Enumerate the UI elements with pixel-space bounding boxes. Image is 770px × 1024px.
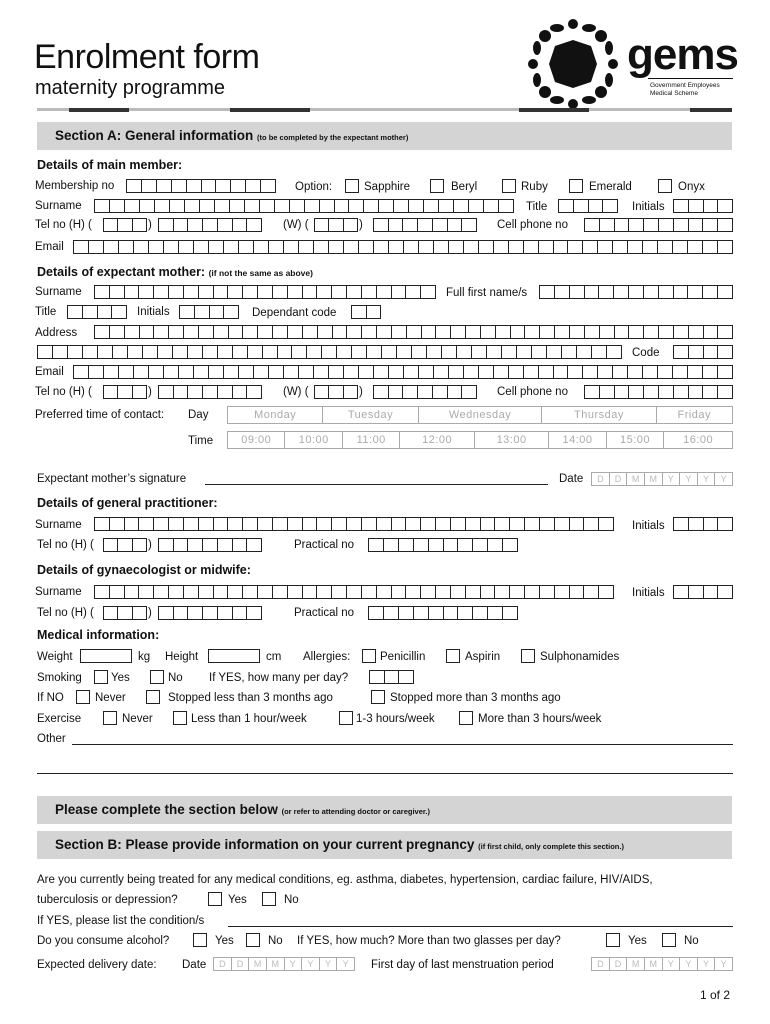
gp-practical-field[interactable]: [368, 538, 518, 552]
exercise-more-3-label: More than 3 hours/week: [478, 713, 602, 725]
membership-number-field[interactable]: [126, 179, 276, 193]
day-wednesday[interactable]: Wednesday: [419, 407, 543, 423]
stopped-more-checkbox[interactable]: [371, 690, 385, 704]
tel-h-label: Tel no (H) (: [37, 607, 94, 619]
exercise-1-3-checkbox[interactable]: [339, 711, 353, 725]
paren: ): [148, 607, 152, 619]
gems-logo-icon: [527, 18, 619, 110]
alcohol-yes-checkbox[interactable]: [193, 933, 207, 947]
exercise-never-checkbox[interactable]: [103, 711, 117, 725]
cell-label: Cell phone no: [497, 219, 568, 231]
mother-cell-field[interactable]: [584, 385, 733, 399]
section-a-header: Section A: General information (to be completed by the expectant mother): [37, 122, 732, 150]
sapphire-label: Sapphire: [364, 181, 411, 193]
exercise-less-1-checkbox[interactable]: [173, 711, 187, 725]
day-monday[interactable]: Monday: [228, 407, 323, 423]
membership-label: Membership no: [35, 180, 115, 192]
gp-initials-field[interactable]: [673, 517, 733, 531]
gyn-practical-field[interactable]: [368, 606, 518, 620]
main-cell-field[interactable]: [584, 218, 733, 232]
alcohol-question: Do you consume alcohol?: [37, 935, 170, 947]
time-grid: [227, 431, 733, 449]
smoking-yes-checkbox[interactable]: [94, 670, 108, 684]
gyn-tel-number[interactable]: [158, 606, 262, 620]
sulphonamides-label: Sulphonamides: [540, 651, 620, 663]
main-tel-w-code[interactable]: [314, 218, 358, 232]
paren: ): [148, 539, 152, 551]
title-label: Title: [526, 201, 548, 213]
never-smoked-checkbox[interactable]: [76, 690, 90, 704]
address-line-2[interactable]: [37, 345, 622, 359]
surname-label: Surname: [35, 200, 82, 212]
paren: ): [148, 386, 152, 398]
yes-label: Yes: [111, 672, 130, 684]
stopped-more-label: Stopped more than 3 months ago: [390, 692, 561, 704]
list-conditions-label: If YES, please list the condition/s: [37, 915, 205, 927]
day-friday[interactable]: Friday: [677, 409, 712, 421]
complete-below-banner: Please complete the section below (or refer to attending doctor or caregiver.): [37, 796, 732, 824]
mother-surname-field[interactable]: [94, 285, 436, 299]
tel-h-label: Tel no (H) (: [37, 539, 94, 551]
penicillin-label: Penicillin: [380, 651, 426, 663]
gp-heading: Details of general practitioner:: [37, 496, 218, 510]
address-line-1[interactable]: [94, 325, 733, 339]
alcohol-no-checkbox[interactable]: [246, 933, 260, 947]
paren: ): [359, 386, 363, 398]
allergies-label: Allergies:: [303, 651, 351, 663]
yes-label: Yes: [228, 894, 247, 906]
form-subtitle: maternity programme: [35, 77, 226, 99]
practical-label: Practical no: [294, 539, 355, 551]
cigarettes-per-day-field[interactable]: [369, 670, 414, 684]
initials-label: Initials: [632, 520, 665, 532]
ruby-label: Ruby: [521, 181, 548, 193]
yes-label: Yes: [215, 935, 234, 947]
date-label: Date: [559, 473, 584, 485]
form-title: Enrolment form: [34, 38, 260, 76]
mother-fullname-field[interactable]: [539, 285, 733, 299]
time-1500[interactable]: 15:00: [607, 432, 664, 448]
main-surname-field[interactable]: [94, 199, 514, 213]
main-tel-h-number[interactable]: [158, 218, 262, 232]
mother-initials-field[interactable]: [179, 305, 239, 319]
conditions-question: Are you currently being treated for any medical conditions, eg. asthma, diabetes, hypertension, cardiac failure, HIV/AIDS,: [37, 874, 653, 886]
initials-label: Initials: [632, 587, 665, 599]
fullname-label: Full first name/s: [446, 287, 528, 299]
exercise-less-1-label: Less than 1 hour/week: [191, 713, 307, 725]
cm-label: cm: [266, 651, 282, 663]
signature-line[interactable]: [205, 484, 548, 485]
smoking-label: Smoking: [37, 672, 82, 684]
no-label: No: [684, 935, 699, 947]
beryl-checkbox[interactable]: [430, 179, 444, 193]
mother-tel-w-code[interactable]: [314, 385, 358, 399]
tel-w-label: (W) (: [283, 386, 309, 398]
time-label: Time: [188, 435, 214, 447]
day-tuesday[interactable]: Tuesday: [323, 407, 418, 423]
smoking-no-checkbox[interactable]: [150, 670, 164, 684]
gems-logo-text: gems: [627, 30, 738, 79]
time-1300[interactable]: 13:00: [475, 432, 549, 448]
main-email-field[interactable]: [73, 240, 733, 254]
gp-tel-number[interactable]: [158, 538, 262, 552]
gyn-initials-field[interactable]: [673, 585, 733, 599]
no-label: No: [268, 935, 283, 947]
mother-email-field[interactable]: [73, 365, 733, 379]
no-label: No: [284, 894, 299, 906]
stopped-less-label: Stopped less than 3 months ago: [168, 692, 333, 704]
header-rule: [37, 108, 732, 111]
delivery-label: Expected delivery date:: [37, 959, 157, 971]
day-label: Day: [188, 409, 209, 421]
tel-h-label: Tel no (H) (: [35, 386, 92, 398]
two-glasses-yes-checkbox[interactable]: [606, 933, 620, 947]
other-line-2[interactable]: [37, 773, 733, 774]
option-label: Option:: [295, 181, 333, 193]
mother-tel-h-code[interactable]: [103, 385, 147, 399]
emerald-label: Emerald: [589, 181, 632, 193]
sapphire-checkbox[interactable]: [345, 179, 359, 193]
mother-tel-w-number[interactable]: [373, 385, 477, 399]
dependant-label: Dependant code: [252, 307, 337, 319]
initials-label: Initials: [632, 201, 665, 213]
main-initials-field[interactable]: [673, 199, 733, 213]
time-0900[interactable]: 09:00: [228, 432, 285, 448]
mother-heading: Details of expectant mother: (if not the same as above): [37, 265, 313, 279]
weight-label: Weight: [37, 651, 73, 663]
gyn-tel-code[interactable]: [103, 606, 147, 620]
surname-label: Surname: [35, 586, 82, 598]
menstruation-label: First day of last menstruation period: [371, 959, 554, 971]
tel-h-label: Tel no (H) (: [35, 219, 92, 231]
beryl-label: Beryl: [451, 181, 478, 193]
email-label: Email: [35, 366, 64, 378]
exercise-never-label: Never: [122, 713, 153, 725]
main-member-heading: Details of main member:: [37, 158, 183, 172]
gp-surname-field[interactable]: [94, 517, 614, 531]
day-thursday[interactable]: Thursday: [542, 407, 656, 423]
aspirin-label: Aspirin: [465, 651, 501, 663]
section-b-header: Section B: Please provide information on your current pregnancy (if first child, only complete this section.): [37, 831, 732, 859]
main-tel-h-code[interactable]: [103, 218, 147, 232]
exercise-more-3-checkbox[interactable]: [459, 711, 473, 725]
mother-title-field[interactable]: [67, 305, 127, 319]
how-many-label: If YES, how many per day?: [209, 672, 349, 684]
emerald-checkbox[interactable]: [569, 179, 583, 193]
time-1400[interactable]: 14:00: [549, 432, 606, 448]
header-bar: [230, 108, 310, 112]
onyx-checkbox[interactable]: [658, 179, 672, 193]
menstruation-date-field[interactable]: D D M M Y Y Y Y: [591, 957, 733, 971]
sulphonamides-checkbox[interactable]: [521, 649, 535, 663]
postal-code-field[interactable]: [673, 345, 733, 359]
exercise-label: Exercise: [37, 713, 82, 725]
never-label: Never: [95, 692, 126, 704]
time-1100[interactable]: 11:00: [343, 432, 400, 448]
how-much-label: If YES, how much? More than two glasses per day?: [297, 935, 561, 947]
signature-date-field[interactable]: D D M M Y Y Y Y: [591, 472, 733, 486]
other-label: Other: [37, 733, 66, 745]
header-bar: [519, 108, 589, 112]
medical-heading: Medical information:: [37, 628, 160, 642]
mother-tel-h-number[interactable]: [158, 385, 262, 399]
main-title-field[interactable]: [558, 199, 618, 213]
tel-w-label: (W) (: [283, 219, 309, 231]
initials-label: Initials: [137, 306, 170, 318]
title-label: Title: [35, 306, 57, 318]
page-number: 1 of 2: [700, 988, 731, 1002]
code-label: Code: [632, 347, 660, 359]
practical-label: Practical no: [294, 607, 355, 619]
main-tel-w-number[interactable]: [373, 218, 477, 232]
time-1200[interactable]: 12:00: [400, 432, 474, 448]
aspirin-checkbox[interactable]: [446, 649, 460, 663]
signature-label: Expectant mother’s signature: [37, 473, 187, 485]
gyn-surname-field[interactable]: [94, 585, 614, 599]
header-bar: [69, 108, 129, 112]
onyx-label: Onyx: [678, 181, 705, 193]
paren: ): [148, 219, 152, 231]
preferred-label: Preferred time of contact:: [35, 409, 165, 421]
delivery-date-field[interactable]: D D M M Y Y Y Y: [213, 957, 355, 971]
other-line[interactable]: [72, 744, 733, 745]
two-glasses-no-checkbox[interactable]: [662, 933, 676, 947]
email-label: Email: [35, 241, 64, 253]
dependant-code-field[interactable]: [351, 305, 381, 319]
surname-label: Surname: [35, 519, 82, 531]
paren: ): [359, 219, 363, 231]
no-label: No: [168, 672, 183, 684]
conditions-no-checkbox[interactable]: [262, 892, 276, 906]
address-label: Address: [35, 327, 78, 339]
ruby-checkbox[interactable]: [502, 179, 516, 193]
header-bar: [690, 108, 732, 112]
if-no-label: If NO: [37, 692, 64, 704]
kg-label: kg: [138, 651, 151, 663]
height-label: Height: [165, 651, 199, 663]
logo-subtitle: Government Employees Medical Scheme: [650, 82, 720, 97]
gp-tel-code[interactable]: [103, 538, 147, 552]
exercise-1-3-label: 1-3 hours/week: [356, 713, 435, 725]
cell-label: Cell phone no: [497, 386, 568, 398]
time-1000[interactable]: 10:00: [285, 432, 342, 448]
gyn-heading: Details of gynaecologist or midwife:: [37, 563, 251, 577]
conditions-yes-checkbox[interactable]: [208, 892, 222, 906]
yes-label: Yes: [628, 935, 647, 947]
day-grid: [227, 406, 733, 424]
penicillin-checkbox[interactable]: [362, 649, 376, 663]
conditions-line[interactable]: [228, 926, 733, 927]
stopped-less-checkbox[interactable]: [146, 690, 160, 704]
conditions-question-b: tuberculosis or depression?: [37, 894, 178, 906]
surname-label: Surname: [35, 286, 82, 298]
time-1600[interactable]: 16:00: [683, 434, 714, 446]
height-field[interactable]: [208, 649, 260, 663]
weight-field[interactable]: [80, 649, 132, 663]
date-label: Date: [182, 959, 207, 971]
